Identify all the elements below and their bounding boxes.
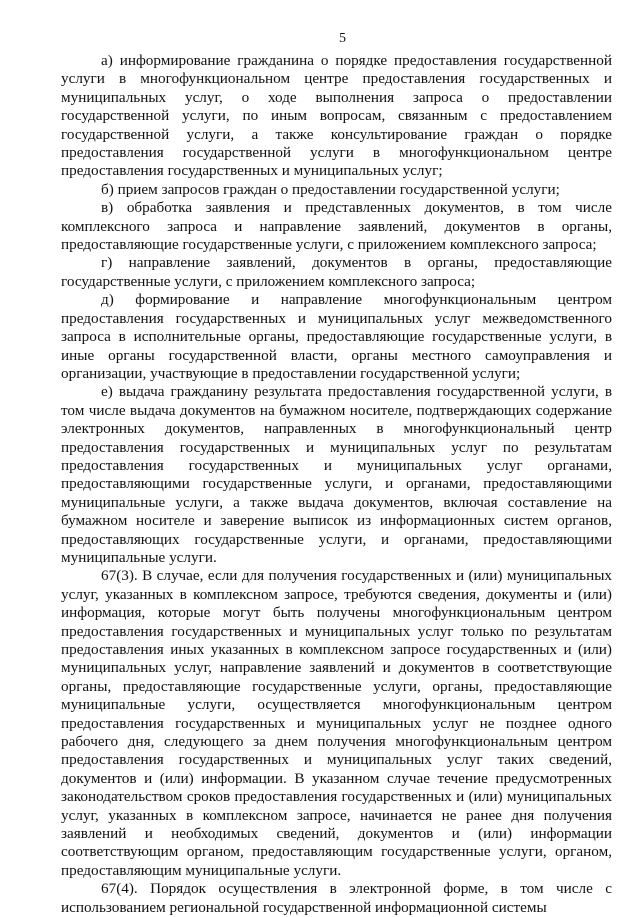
page-number: 5 bbox=[339, 31, 346, 46]
paragraph-a-informing: а) информирование гражданина о порядке предоставления государственной услуги в многофункциональном центре предоставления государственных и муниципальных услуг, о ходе выполнения запроса о предоставлении государственной услуги, по иным вопросам, связанным с предоставлением государственной услуги, а также консультирование граждан о порядке предоставления государственной услуги в многофункциональном центре предоставления государственных и муниципальных услуг; bbox=[61, 52, 612, 180]
paragraph-67-4: 67(4). Порядок осуществления в электронной форме, в том числе с использованием региональной государственной информационной системы bbox=[61, 880, 612, 916]
paragraph-v-processing: в) обработка заявления и представленных документов, в том числе комплексного запроса и направление заявлений, документов в органы, предоставляющие государственные услуги, с приложением комплексного запроса; bbox=[61, 199, 612, 254]
paragraph-e-issuing-result: е) выдача гражданину результата предоставления государственной услуги, в том числе выдача документов на бумажном носителе, подтверждающих содержание электронных документов, направленных в многофункциональный центр предоставления государственных и муниципальных услуг по результатам предоставления государственных и муниципальных услуг органами, предоставляющими государственные услуги, и органами, предоставляющими муниципальные услуги, а также выдача документов, включая составление на бумажном носителе и заверение выписок из информационных систем органов, предоставляющих государственные услуги, и органами, предоставляющими муниципальные услуги. bbox=[61, 383, 612, 566]
paragraph-d-interagency-request: д) формирование и направление многофункциональным центром предоставления государственных и муниципальных услуг межведомственного запроса в исполнительные органы, предоставляющие государственные услуги, в иные органы государственной власти, органы местного самоуправления и организации, участвующие в предоставлении государственной услуги; bbox=[61, 291, 612, 382]
paragraph-67-3: 67(3). В случае, если для получения государственных и (или) муниципальных услуг, указанных в комплексном запросе, требуются сведения, документы и (или) информация, которые могут быть получены многофункциональным центром предоставления государственных и муниципальных услуг только по результатам предоставления иных указанных в комплексном запросе государственных и (или) муниципальных услуг, направление заявлений и документов в соответствующие органы, предоставляющие государственные услуги, органы, предоставляющие муниципальные услуги, осуществляется многофункциональным центром предоставления государственных и муниципальных услуг не позднее одного рабочего дня, следующего за днем получения многофункциональным центром предоставления государственных и муниципальных услуг таких сведений, документов и (или) информации. В указанном случае течение предусмотренных законодательством сроков предоставления государственных и (или) муниципальных услуг, указанных в комплексном запросе, начинается не ранее дня получения заявлений и необходимых сведений, документов и (или) информации соответствующим органом, предоставляющим государственные услуги, органом, предоставляющим муниципальные услуги. bbox=[61, 567, 612, 879]
paragraph-g-sending: г) направление заявлений, документов в органы, предоставляющие государственные услуги, с приложением комплексного запроса; bbox=[61, 254, 612, 290]
paragraph-b-receiving-requests: б) прием запросов граждан о предоставлении государственной услуги; bbox=[101, 180, 560, 198]
